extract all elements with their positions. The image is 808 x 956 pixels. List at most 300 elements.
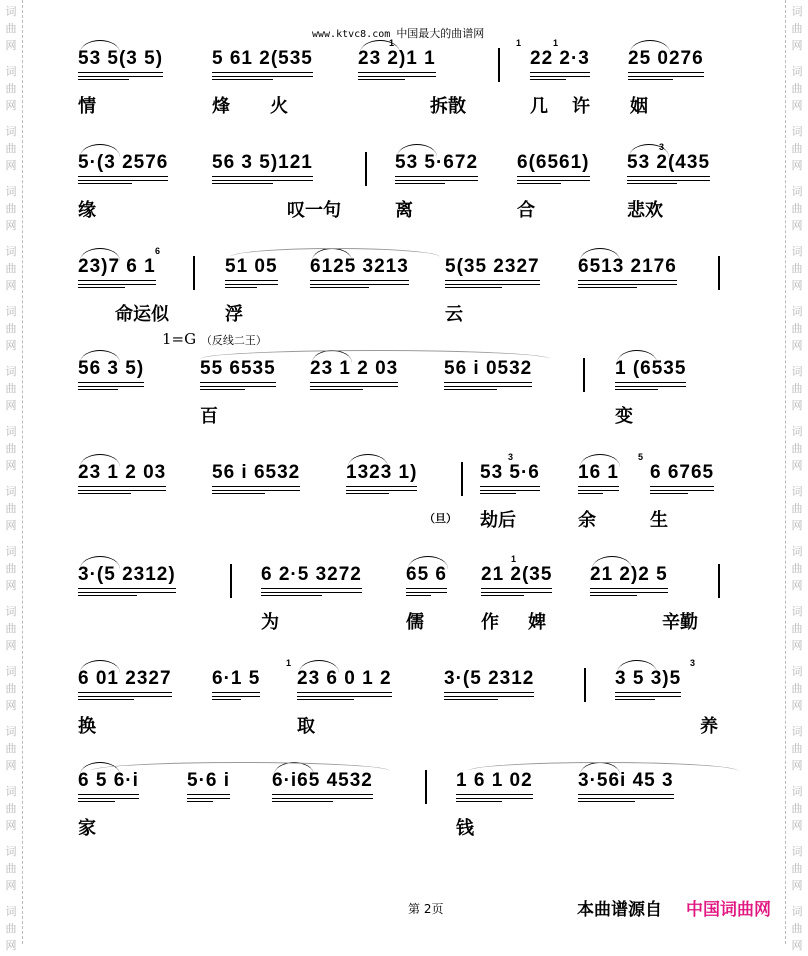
- beam-line: [272, 801, 333, 802]
- beam-line: [590, 595, 637, 596]
- phrase-arc: [200, 350, 550, 359]
- lyric: 悲欢: [627, 200, 663, 221]
- beam-line: [212, 696, 260, 697]
- slur-arc: [80, 40, 120, 53]
- note-text: 3·56i 45 3: [578, 770, 674, 791]
- beam-line: [517, 176, 590, 177]
- beam-line: [456, 801, 502, 802]
- watermark-glyph: 词: [791, 185, 803, 198]
- beam-line: [78, 389, 118, 390]
- beam-line: [78, 72, 163, 73]
- note-text: 6 2·5 3272: [261, 564, 362, 585]
- lyric: 钱: [456, 818, 474, 839]
- grace-note: 3: [508, 452, 514, 462]
- beam-line: [444, 692, 534, 693]
- beam-line: [444, 386, 532, 387]
- phrase-arc: [468, 762, 738, 771]
- note-text: 6 5 6·i: [78, 770, 139, 791]
- phrase-arc: [90, 762, 390, 771]
- note-text: 23 1 2 03: [310, 358, 399, 379]
- slur-arc: [348, 454, 388, 467]
- slur-arc: [80, 454, 120, 467]
- beam-line: [578, 493, 603, 494]
- beam-line: [530, 79, 566, 80]
- beam-line: [578, 284, 677, 285]
- beam-line: [406, 595, 431, 596]
- beam-line: [78, 176, 168, 177]
- watermark-glyph: 曲: [791, 202, 803, 215]
- note-group: [517, 152, 590, 174]
- barline: [193, 256, 195, 290]
- note-group: [650, 462, 714, 484]
- beam-line: [615, 389, 658, 390]
- beam-line: [615, 382, 686, 383]
- watermark-glyph: 曲: [791, 862, 803, 875]
- beam-line: [78, 386, 144, 387]
- beam-line: [225, 280, 278, 281]
- watermark-glyph: 网: [5, 219, 17, 232]
- slur-arc: [80, 350, 120, 363]
- watermark-glyph: 词: [791, 485, 803, 498]
- note-group: [445, 256, 540, 278]
- beam-line: [78, 180, 168, 181]
- note-group: [456, 770, 533, 792]
- note-text: 1 6 1 02: [456, 770, 533, 791]
- note-text: 65 6: [406, 564, 447, 585]
- beam-line: [628, 76, 704, 77]
- watermark-glyph: 曲: [5, 142, 17, 155]
- barline: [583, 358, 585, 392]
- grace-note: 5: [638, 452, 644, 462]
- note-text: 21 2(35: [481, 564, 553, 585]
- beam-line: [78, 76, 163, 77]
- beam-line: [212, 486, 300, 487]
- watermark-glyph: 词: [791, 65, 803, 78]
- watermark-glyph: 词: [791, 425, 803, 438]
- slur-arc: [80, 144, 120, 157]
- lyric: 火: [270, 96, 288, 117]
- watermark-glyph: 曲: [5, 82, 17, 95]
- watermark-glyph: 网: [5, 819, 17, 832]
- beam-line: [578, 486, 619, 487]
- key-label: 1=G: [162, 330, 197, 348]
- note-text: 6·i65 4532: [272, 770, 373, 791]
- beam-line: [297, 692, 392, 693]
- note-group: [530, 48, 590, 70]
- lyric: 情: [78, 96, 96, 117]
- lyric: 烽: [212, 96, 230, 117]
- beam-line: [615, 386, 686, 387]
- beam-line: [578, 801, 635, 802]
- watermark-glyph: 网: [791, 39, 803, 52]
- beam-line: [481, 592, 552, 593]
- grace-note: 1: [286, 658, 292, 668]
- beam-line: [406, 588, 447, 589]
- note-text: 5·6 i: [187, 770, 231, 791]
- beam-line: [650, 493, 688, 494]
- note-text: 1323 1): [346, 462, 418, 483]
- beam-line: [78, 801, 115, 802]
- beam-line: [187, 794, 230, 795]
- watermark-glyph: 词: [5, 545, 17, 558]
- beam-line: [78, 592, 176, 593]
- beam-line: [200, 389, 245, 390]
- beam-line: [627, 183, 677, 184]
- beam-line: [212, 699, 241, 700]
- site-header: [312, 25, 484, 41]
- beam-line: [395, 176, 478, 177]
- note-group: [444, 668, 534, 690]
- note-text: 5 61 2(535: [212, 48, 313, 69]
- lyric: 家: [78, 818, 96, 839]
- beam-line: [590, 588, 668, 589]
- beam-line: [627, 176, 710, 177]
- beam-line: [272, 798, 373, 799]
- barline: [584, 668, 586, 702]
- grace-note: 1: [553, 38, 559, 48]
- beam-line: [212, 183, 273, 184]
- watermark-glyph: 曲: [5, 922, 17, 935]
- source-label: 本曲谱源自: [577, 900, 662, 920]
- barline: [718, 256, 720, 290]
- note-text: 53 5·672: [395, 152, 479, 173]
- watermark-glyph: 词: [5, 665, 17, 678]
- lyric: 缘: [78, 200, 96, 221]
- beam-line: [187, 801, 213, 802]
- watermark-glyph: 曲: [791, 82, 803, 95]
- lyric: 儒: [406, 612, 424, 633]
- beam-line: [628, 72, 704, 73]
- slur-arc: [630, 40, 670, 53]
- beam-line: [78, 493, 131, 494]
- beam-line: [346, 493, 389, 494]
- watermark-glyph: 曲: [5, 22, 17, 35]
- watermark-glyph: 词: [5, 365, 17, 378]
- beam-line: [444, 382, 532, 383]
- note-group: [261, 564, 362, 586]
- beam-line: [395, 180, 478, 181]
- beam-line: [445, 287, 502, 288]
- lyric: 余: [578, 510, 596, 531]
- beam-line: [310, 389, 363, 390]
- beam-line: [78, 798, 139, 799]
- brand-label: 中国词曲网: [686, 900, 771, 920]
- note-group: [444, 358, 532, 380]
- watermark-glyph: 曲: [791, 142, 803, 155]
- watermark-glyph: 词: [791, 605, 803, 618]
- beam-line: [650, 490, 714, 491]
- watermark-glyph: 网: [791, 639, 803, 652]
- watermark-glyph: 曲: [5, 382, 17, 395]
- note-text: 22 2·3: [530, 48, 590, 69]
- watermark-glyph: 网: [5, 759, 17, 772]
- watermark-glyph: 曲: [5, 862, 17, 875]
- watermark-glyph: 网: [5, 579, 17, 592]
- watermark-glyph: 曲: [791, 682, 803, 695]
- slur-arc: [397, 144, 437, 157]
- watermark-glyph: 曲: [791, 922, 803, 935]
- beam-line: [212, 180, 313, 181]
- note-text: 56 i 6532: [212, 462, 301, 483]
- watermark-glyph: 曲: [791, 22, 803, 35]
- beam-line: [650, 486, 714, 487]
- note-text: 3·(5 2312): [78, 564, 176, 585]
- barline: [425, 770, 427, 804]
- watermark-glyph: 网: [791, 759, 803, 772]
- watermark-glyph: 网: [5, 159, 17, 172]
- beam-line: [578, 280, 677, 281]
- watermark-glyph: 词: [5, 5, 17, 18]
- watermark-glyph: 曲: [791, 802, 803, 815]
- note-text: 53 5(3 5): [78, 48, 164, 69]
- beam-line: [445, 280, 540, 281]
- note-text: 3 5 3)5: [615, 668, 682, 689]
- watermark-glyph: 网: [5, 699, 17, 712]
- watermark-glyph: 网: [5, 39, 17, 52]
- beam-line: [78, 696, 172, 697]
- note-group: [187, 770, 230, 792]
- note-text: 23 6 0 1 2: [297, 668, 392, 689]
- watermark-glyph: 词: [5, 785, 17, 798]
- lyric: 命运似: [115, 304, 169, 325]
- lyric: 婢: [528, 612, 546, 633]
- beam-line: [78, 280, 156, 281]
- beam-line: [578, 794, 674, 795]
- beam-line: [395, 183, 445, 184]
- beam-line: [261, 592, 362, 593]
- watermark-glyph: 词: [5, 185, 17, 198]
- watermark-glyph: 网: [5, 339, 17, 352]
- note-group: [212, 462, 300, 484]
- beam-line: [530, 76, 590, 77]
- page-number: 第 2页: [408, 902, 444, 916]
- beam-line: [212, 79, 273, 80]
- key-signature: [162, 330, 267, 348]
- slur-arc: [299, 660, 339, 673]
- watermark-glyph: 词: [791, 5, 803, 18]
- barline: [718, 564, 720, 598]
- note-group: [212, 152, 313, 174]
- beam-line: [310, 284, 409, 285]
- grace-note: 1: [516, 38, 522, 48]
- grace-note: 6: [155, 246, 161, 256]
- watermark-glyph: 词: [791, 785, 803, 798]
- watermark-glyph: 词: [5, 425, 17, 438]
- key-note: （反线二王）: [200, 334, 267, 347]
- watermark-glyph: 曲: [791, 562, 803, 575]
- beam-line: [530, 72, 590, 73]
- lyric: 合: [517, 200, 535, 221]
- watermark-glyph: 词: [5, 245, 17, 258]
- watermark-glyph: 曲: [791, 262, 803, 275]
- note-group: [480, 462, 540, 484]
- beam-line: [481, 588, 552, 589]
- beam-line: [200, 382, 276, 383]
- watermark-glyph: 词: [791, 725, 803, 738]
- note-text: 1 (6535: [615, 358, 687, 379]
- beam-line: [590, 592, 668, 593]
- watermark-glyph: 词: [791, 365, 803, 378]
- lyric: 离: [395, 200, 413, 221]
- beam-line: [358, 72, 436, 73]
- watermark-glyph: 曲: [5, 562, 17, 575]
- beam-line: [578, 490, 619, 491]
- note-text: 25 0276: [628, 48, 704, 69]
- note-group: [200, 358, 276, 380]
- beam-line: [78, 588, 176, 589]
- beam-line: [212, 176, 313, 177]
- beam-line: [78, 699, 134, 700]
- watermark-glyph: 词: [791, 245, 803, 258]
- beam-line: [78, 382, 144, 383]
- beam-line: [225, 287, 257, 288]
- watermark-glyph: 网: [791, 579, 803, 592]
- watermark-glyph: 曲: [791, 742, 803, 755]
- lyric: 辛勤: [662, 612, 698, 633]
- beam-line: [261, 588, 362, 589]
- watermark-glyph: 词: [5, 65, 17, 78]
- watermark-glyph: 词: [5, 725, 17, 738]
- beam-line: [78, 287, 125, 288]
- beam-line: [444, 699, 498, 700]
- lyric: 叹一句: [287, 200, 341, 221]
- note-text: 23 1 2 03: [78, 462, 167, 483]
- watermark-glyph: 网: [791, 159, 803, 172]
- note-text: 53 5·6: [480, 462, 540, 483]
- note-group: [212, 668, 260, 690]
- beam-line: [78, 490, 166, 491]
- beam-line: [615, 699, 655, 700]
- beam-line: [346, 486, 417, 487]
- beam-line: [261, 595, 322, 596]
- barline: [365, 152, 367, 186]
- watermark-glyph: 词: [791, 845, 803, 858]
- beam-line: [517, 180, 590, 181]
- grace-note: 1: [389, 38, 395, 48]
- slur-arc: [408, 556, 448, 569]
- site-url: www.ktvc8.com: [312, 29, 391, 40]
- watermark-glyph: 网: [791, 279, 803, 292]
- note-text: 21 2)2 5: [590, 564, 668, 585]
- watermark-glyph: 网: [791, 939, 803, 952]
- watermark-glyph: 曲: [5, 622, 17, 635]
- lyric: 变: [615, 406, 633, 427]
- barline: [498, 48, 500, 82]
- watermark-glyph: 词: [791, 665, 803, 678]
- lyric: 许: [572, 96, 590, 117]
- lyric: 换: [78, 716, 96, 737]
- beam-line: [212, 493, 265, 494]
- note-text: 53 2(435: [627, 152, 711, 173]
- watermark-glyph: 词: [791, 545, 803, 558]
- beam-line: [627, 180, 710, 181]
- beam-line: [578, 287, 637, 288]
- right-watermark-strip: [785, 0, 808, 952]
- beam-line: [212, 490, 300, 491]
- watermark-glyph: 词: [5, 125, 17, 138]
- lyric: 养: [700, 716, 718, 737]
- watermark-glyph: 曲: [791, 622, 803, 635]
- watermark-glyph: 网: [791, 459, 803, 472]
- beam-line: [406, 592, 447, 593]
- watermark-glyph: 网: [791, 699, 803, 712]
- watermark-glyph: 曲: [5, 682, 17, 695]
- watermark-glyph: 网: [5, 519, 17, 532]
- beam-line: [445, 284, 540, 285]
- note-text: 6 6765: [650, 462, 715, 483]
- note-text: 56 3 5): [78, 358, 145, 379]
- beam-line: [272, 794, 373, 795]
- lyric: 姻: [630, 96, 648, 117]
- beam-line: [310, 386, 398, 387]
- watermark-glyph: 网: [5, 939, 17, 952]
- watermark-glyph: 网: [791, 99, 803, 112]
- beam-line: [481, 595, 524, 596]
- slur-arc: [80, 660, 120, 673]
- beam-line: [578, 798, 674, 799]
- beam-line: [310, 382, 398, 383]
- lyric: 拆散: [430, 96, 466, 117]
- lyric: 取: [297, 716, 315, 737]
- watermark-glyph: 词: [5, 905, 17, 918]
- grace-note: 1: [511, 554, 517, 564]
- watermark-glyph: 网: [791, 819, 803, 832]
- beam-line: [78, 284, 156, 285]
- beam-line: [212, 72, 313, 73]
- beam-line: [78, 486, 166, 487]
- watermark-glyph: 网: [791, 519, 803, 532]
- watermark-glyph: 网: [5, 399, 17, 412]
- slur-arc: [580, 454, 620, 467]
- left-watermark-strip: [0, 0, 23, 952]
- beam-line: [78, 595, 137, 596]
- watermark-glyph: 曲: [5, 742, 17, 755]
- beam-line: [615, 692, 681, 693]
- barline: [461, 462, 463, 496]
- beam-line: [628, 79, 673, 80]
- watermark-glyph: 词: [791, 305, 803, 318]
- watermark-glyph: 曲: [5, 262, 17, 275]
- note-text: 56 3 5)121: [212, 152, 313, 173]
- note-group: [225, 256, 278, 278]
- watermark-glyph: 网: [791, 219, 803, 232]
- watermark-glyph: 词: [5, 485, 17, 498]
- beam-line: [517, 183, 561, 184]
- note-text: 55 6535: [200, 358, 276, 379]
- note-text: 23 2)1 1: [358, 48, 436, 69]
- slur-arc: [580, 248, 620, 261]
- beam-line: [212, 692, 260, 693]
- note-text: 6(6561): [517, 152, 590, 173]
- beam-line: [78, 692, 172, 693]
- watermark-glyph: 网: [5, 99, 17, 112]
- beam-line: [297, 699, 354, 700]
- beam-line: [297, 696, 392, 697]
- watermark-glyph: 网: [5, 639, 17, 652]
- beam-line: [225, 284, 278, 285]
- note-text: 5·(3 2576: [78, 152, 169, 173]
- watermark-glyph: 网: [791, 399, 803, 412]
- watermark-glyph: 网: [5, 279, 17, 292]
- lyric: 作: [481, 612, 499, 633]
- note-group: [212, 48, 313, 70]
- beam-line: [346, 490, 417, 491]
- note-text: 5(35 2327: [445, 256, 540, 277]
- lyric: 浮: [225, 304, 243, 325]
- beam-line: [212, 76, 313, 77]
- lyric: 云: [445, 304, 463, 325]
- lyric: 百: [200, 406, 218, 427]
